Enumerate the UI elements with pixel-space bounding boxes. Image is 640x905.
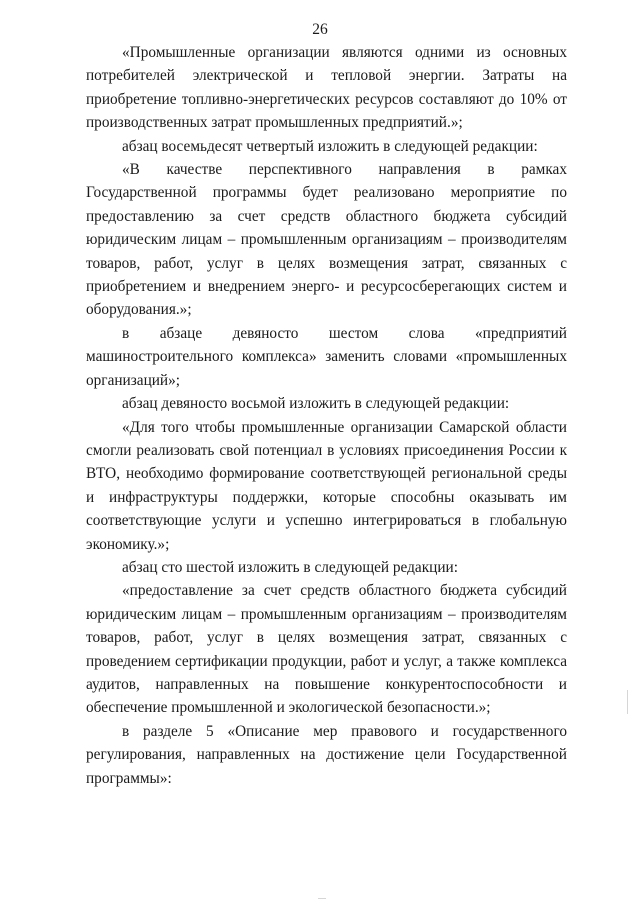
scan-artifact xyxy=(627,690,628,714)
paragraph-instruction-96: в абзаце девяносто шестом слова «предприятий машиностроительного комплекса» заменить словами «промышленных организаций»; xyxy=(86,324,567,389)
paragraph-quote-certification: «предоставление за счет средств областного бюджета субсидий юридическим лицам – промышленным организациям – производителям товаров, работ, услуг в целях возмещения затрат, связанных с проведением сертификации продукции, работ и услуг, а также комплекса аудитов, направленных на повышение конкурентоспособности и обеспечение промышленной и экологической безопасности.»; xyxy=(86,582,567,717)
paragraph-instruction-84: абзац восемьдесят четвертый изложить в следующей редакции: xyxy=(122,137,538,155)
paragraph-quote-industrial-energy: «Промышленные организации являются одними из основных потребителей электрической и тепловой энергии. Затраты на приобретение топливно-энергетических ресурсов составляют до 10% от производственных затрат промышленных предприятий.»; xyxy=(86,44,567,132)
paragraph-section-5: в разделе 5 «Описание мер правового и государственного регулирования, направленных на достижение цели Государственной программы»: xyxy=(86,722,567,787)
paragraph-instruction-106: абзац сто шестой изложить в следующей редакции: xyxy=(122,558,458,576)
document-body xyxy=(86,41,567,790)
paragraph-instruction-98: абзац девяносто восьмой изложить в следующей редакции: xyxy=(122,395,510,413)
page-number: 26 xyxy=(312,21,328,38)
scan-artifact-bottom xyxy=(318,898,326,899)
paragraph-quote-subsidies-energy: «В качестве перспективного направления в рамках Государственной программы будет реализовано мероприятие по предоставлению за счет средств областного бюджета субсидий юридическим лицам – промышленным организациям – производителям товаров, работ, услуг в целях возмещения затрат, связанных с приобретением и внедрением энерго- и ресурсосберегающих систем и оборудования.»; xyxy=(86,161,567,319)
paragraph-quote-wto: «Для того чтобы промышленные организации Самарской области смогли реализовать свой потенциал в условиях присоединения России к ВТО, необходимо формирование соответствующей региональной среды и инфраструктуры поддержки, которые способны оказывать им соответствующие услуги и успешно интегрироваться в глобальную экономику.»; xyxy=(86,418,567,553)
